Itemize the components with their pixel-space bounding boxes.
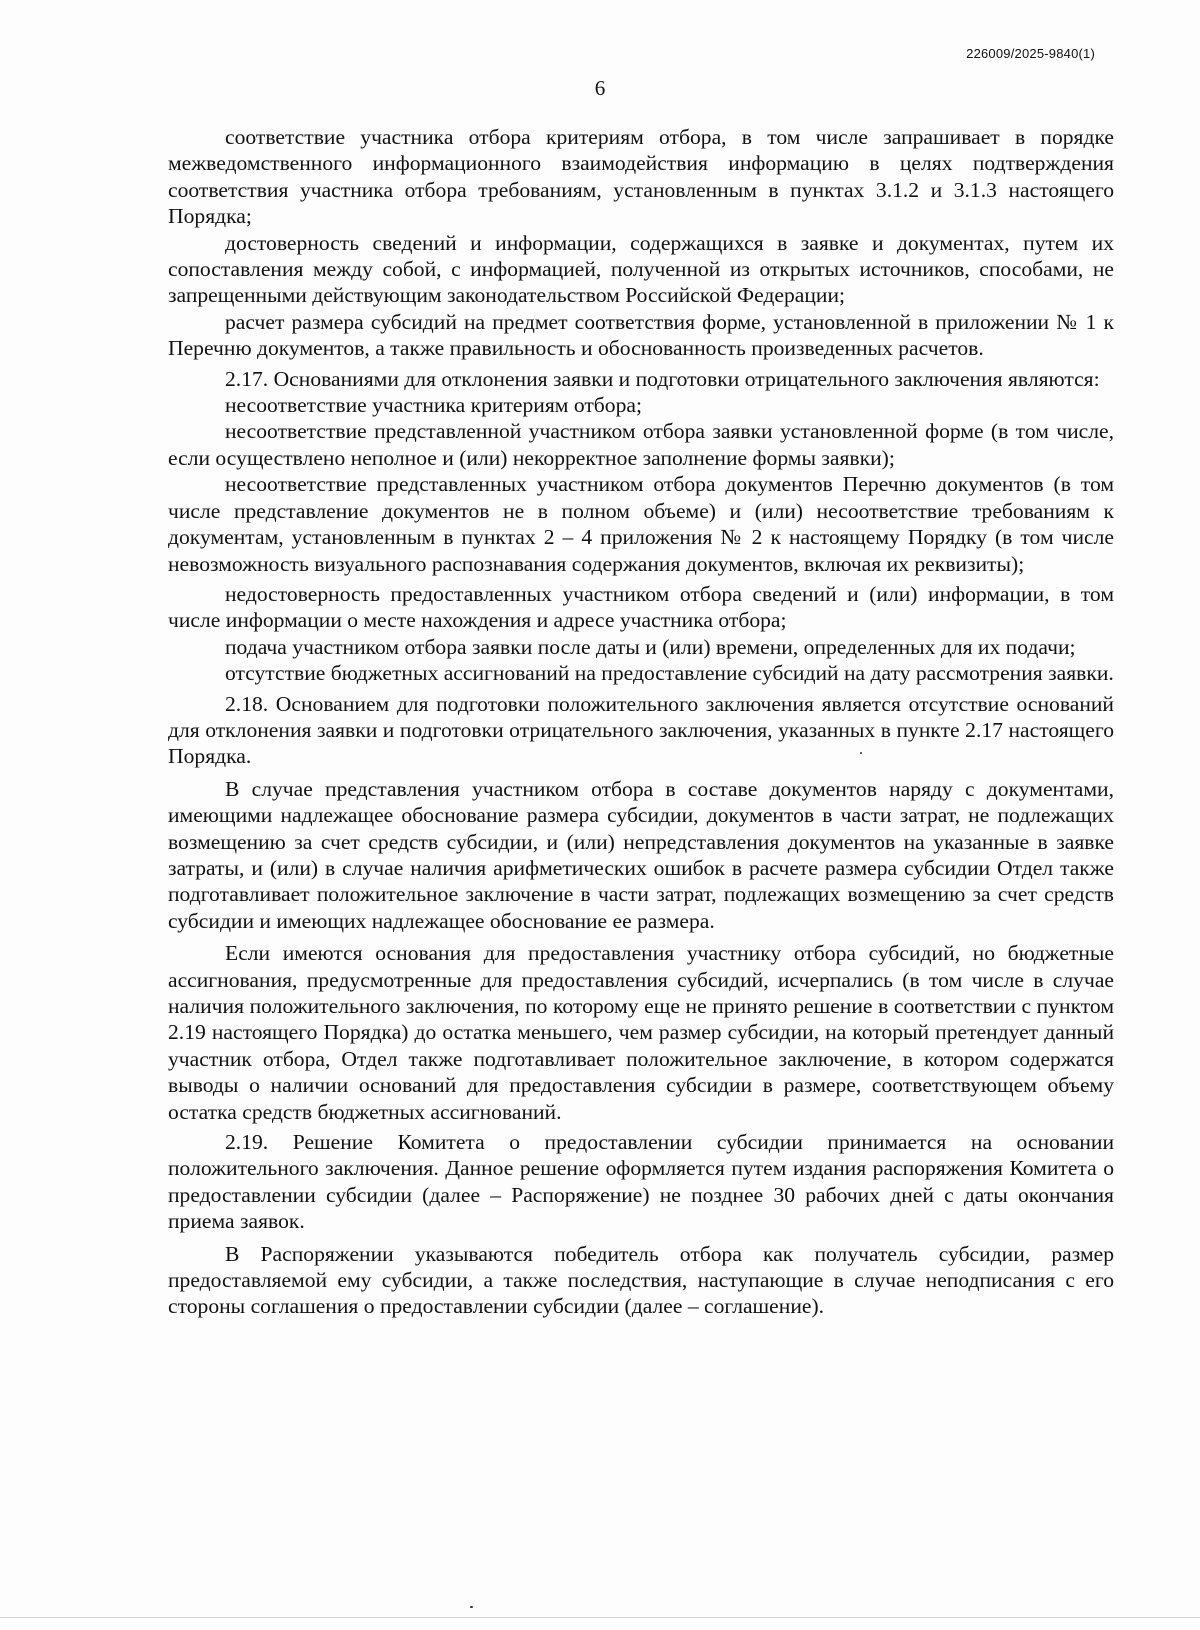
paragraph: несоответствие представленной участником отбора заявки установленной форме (в том числе, если осуществлено неполное и (или) некорректное заполнение формы заявки);: [168, 419, 1114, 470]
paragraph: подача участником отбора заявки после даты и (или) времени, определенных для их подачи;: [225, 634, 1076, 659]
paragraph: соответствие участника отбора критериям отбора, в том числе запрашивает в порядке межведомственного информационного взаимодействия информацию в целях подтверждения соответствия участника отбора требованиям, установленным в пунктах 3.1.2 и 3.1.3 настоящего Порядка;: [168, 125, 1114, 229]
paragraph: 2.19. Решение Комитета о предоставлении субсидии принимается на основании положительного заключения. Данное решение оформляется путем издания распоряжения Комитета о предоставлении субсидии (далее – Распоряжение) не позднее 30 рабочих дней с даты окончания приема заявок.: [168, 1130, 1114, 1234]
paragraph: несоответствие участника критериям отбора;: [225, 393, 642, 418]
page-number: 6: [594, 76, 606, 100]
scan-speck: [860, 752, 862, 754]
paragraph: расчет размера субсидий на предмет соответствия форме, установленной в приложении № 1 к Перечню документов, а также правильность и обоснованность произведенных расчетов.: [168, 309, 1114, 361]
paragraph: В случае представления участником отбора в составе документов наряду с документами, имеющими надлежащее обоснование размера субсидии, документов в части затрат, не подлежащих возмещению за счет средств субсидии, и (или) непредставления документов на указанные в заявке затраты, и (или) в случае наличия арифметических ошибок в расчете размера субсидии Отдел также подготавливает положительное заключение в части затрат, подлежащих возмещению за счет средств субсидии и имеющих надлежащее обоснование ее размера.: [168, 776, 1114, 933]
paragraph: отсутствие бюджетных ассигнований на предоставление субсидий на дату рассмотрения заявки.: [225, 661, 1114, 686]
paragraph: 2.18. Основанием для подготовки положительного заключения является отсутствие оснований для отклонения заявки и подготовки отрицательного заключения, указанных в пункте 2.17 настоящего Порядка.: [168, 691, 1114, 769]
paragraph: Если имеются основания для предоставления участнику отбора субсидий, но бюджетные ассигнования, предусмотренные для предоставления субсидий, исчерпались (в том числе в случае наличия положительного заключения, по которому еще не принято решение в соответствии с пунктом 2.19 настоящего Порядка) до остатка меньшего, чем размер субсидии, на который претендует данный участник отбора, Отдел также подготавливает положительное заключение, в котором содержатся выводы о наличии оснований для предоставления субсидии в размере, соответствующем объему остатка средств бюджетных ассигнований.: [168, 941, 1114, 1124]
paragraph: недостоверность предоставленных участником отбора сведений и (или) информации, в том числе информации о месте нахождения и адресе участника отбора;: [168, 581, 1114, 633]
paragraph: В Распоряжении указываются победитель отбора как получатель субсидии, размер предоставляемой ему субсидии, а также последствия, наступающие в случае неподписания с его стороны соглашения о предоставлении субсидии (далее – соглашение).: [168, 1241, 1114, 1319]
scan-edge-line: [0, 1617, 1200, 1618]
paragraph: несоответствие представленных участником отбора документов Перечню документов (в том числе представление документов не в полном объеме) и (или) несоответствие требованиям к документам, установленным в пунктах 2 – 4 приложения № 2 к настоящему Порядку (в том числе невозможность визуального распознавания содержания документов, включая их реквизиты);: [168, 472, 1114, 576]
paragraph: достоверность сведений и информации, содержащихся в заявке и документах, путем их сопоставления между собой, с информацией, полученной из открытых источников, способами, не запрещенными действующим законодательством Российской Федерации;: [168, 230, 1114, 308]
document-id: 226009/2025-9840(1): [966, 46, 1095, 61]
scan-speck: [470, 1606, 473, 1608]
paragraph: 2.17. Основаниями для отклонения заявки и подготовки отрицательного заключения являются:: [225, 366, 1100, 391]
document-body: [168, 124, 1114, 1320]
